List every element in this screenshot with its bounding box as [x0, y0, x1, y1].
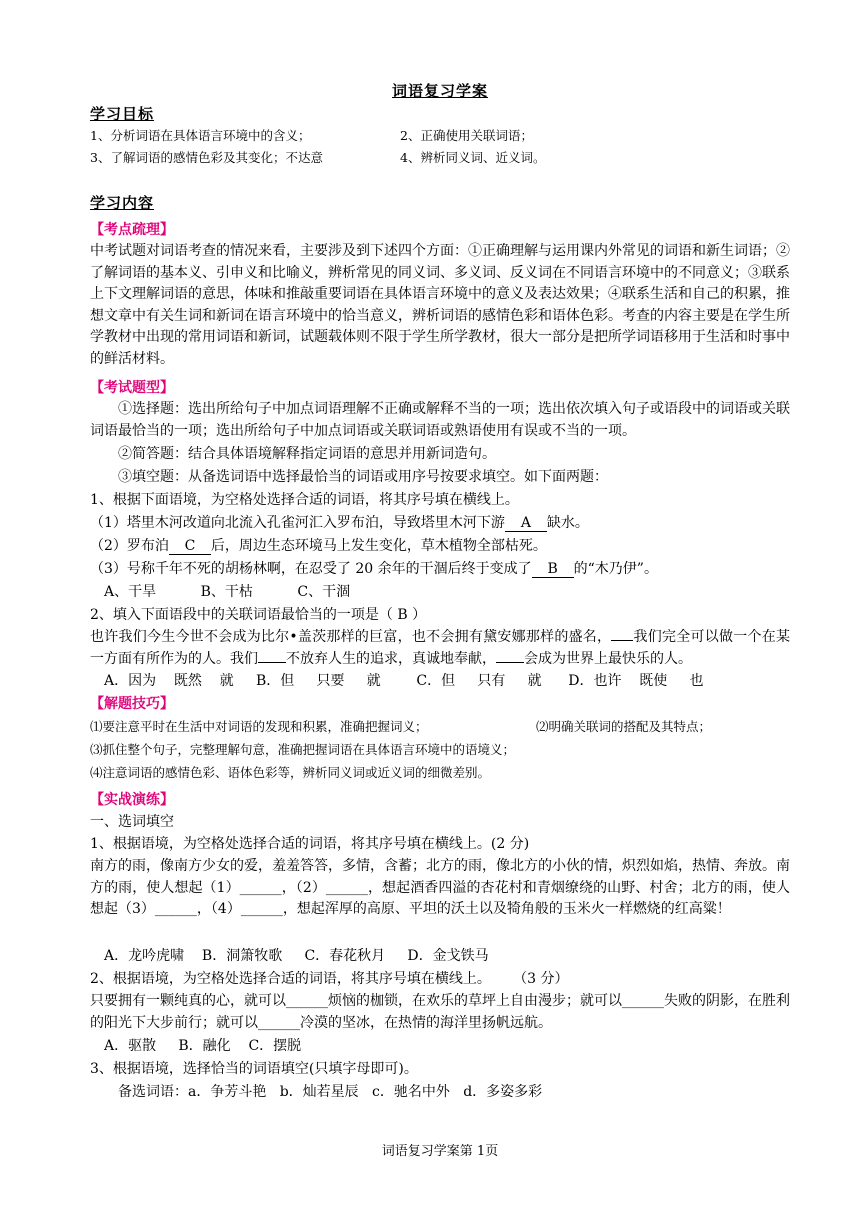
objective-item: 2、正确使用关联词语； [400, 128, 533, 143]
page-footer: 词语复习学案第 1页 [381, 1144, 499, 1159]
example1-sentence-3: （3）号称千年不死的胡杨林啊，在忍受了 20 余年的干涸后终于变成了 B 的“木乃伊”。 [90, 561, 658, 577]
page-title: 词语复习学案 [391, 82, 488, 100]
skill-item: ⑷注意词语的感情色彩、语体色彩等，辨析同义词或近义词的细微差别。 [90, 765, 491, 780]
objective-item: 4、辨析同义词、近义词。 [400, 150, 546, 165]
practice2-options: A．驱散 B．融化 C．摆脱 [104, 1038, 302, 1054]
type-fill-blank: ③填空题：从备选词语中选择最恰当的词语或用序号按要求填空。如下面两题： [118, 469, 608, 485]
objectives-heading: 学习目标 [90, 105, 155, 123]
answer-blank [611, 640, 633, 641]
section-tag-points: 【考点疏理】 [90, 222, 174, 238]
objective-item: 1、分析词语在具体语言环境中的含义； [90, 128, 311, 143]
content-heading: 学习内容 [90, 194, 155, 212]
practice-section-1: 一、选词填空 [90, 814, 174, 830]
example2-options: A．因为 既然 就 B．但 只要 就 C．但 只有 就 D．也许 既使 也 [104, 673, 704, 689]
practice3-question: 3、根据语境，选择恰当的词语填空(只填字母即可)。 [90, 1061, 418, 1077]
example2-question: 2、填入下面语段中的关联词语最恰当的一项是（ B ） [90, 607, 427, 623]
example1-sentence-1: （1）塔里木河改道向北流入孔雀河汇入罗布泊，导致塔里木河下游 A 缺水。 [90, 515, 589, 531]
type-short-answer: ②简答题：结合具体语境解释指定词语的意思并用新词造句。 [118, 446, 496, 462]
type-choice: ①选择题：选出所给句子中加点词语理解不正确或解释不当的一项；选出依次填入句子或语段中的词语或关联词语最恰当的一项；选出所给句子中加点词语或关联词语或熟语使用有误或不当的一项。 [90, 401, 790, 439]
skill-item: ⑴要注意平时在生活中对词语的发现和积累，准确把握词义； [90, 719, 428, 734]
answer-blank [496, 662, 524, 663]
practice2-passage: 只要拥有一颗纯真的心，就可以______烦恼的枷锁，在欢乐的草坪上自由漫步；就可以______失败的阴影，在胜利的阳光下大步前行；就可以______冷漠的坚冰，在热情的海洋里扬帆远航。 [90, 993, 790, 1031]
points-paragraph: 中考试题对词语考查的情况来看，主要涉及到下述四个方面：①正确理解与运用课内外常见的词语和新生词语；②了解词语的基本义、引申义和比喻义，辨析常见的同义词、多义词、反义词在不同语言环境中的不同意义；③联系上下文理解词语的意思，体味和推敲重要词语在具体语言环境中的意义及表达效果；④联系生活和自己的积累，推想文章中有关生词和新词在语言环境中的恰当意义，辨析词语的感情色彩和语体色彩。考查的内容主要是在学生所学教材中出现的常用词语和新词，试题载体则不限于学生所学教材，很大一部分是把所学词语移用于生活和时事中的鲜活材料。 [90, 243, 790, 367]
section-tag-skills: 【解题技巧】 [90, 696, 174, 712]
practice1-options: A．龙吟虎啸 B．洞箫牧歌 C．春花秋月 D．金戈铁马 [104, 948, 489, 964]
section-tag-types: 【考试题型】 [90, 380, 174, 396]
skill-item: ⑶抓住整个句子，完整理解句意，准确把握词语在具体语言环境中的语境义； [90, 742, 516, 757]
practice3-word-bank: 备选词语：a．争芳斗艳 b．灿若星辰 c．驰名中外 d．多姿多彩 [118, 1084, 543, 1100]
answer-blank: C [169, 538, 211, 555]
answer-blank [258, 662, 286, 663]
section-tag-practice: 【实战演练】 [90, 792, 174, 808]
practice2-question: 2、根据语境，为空格处选择合适的词语，将其序号填在横线上。 （3 分） [90, 971, 569, 987]
skill-item: ⑵明确关联词的搭配及其特点； [536, 719, 712, 734]
practice1-question: 1、根据语境，为空格处选择合适的词语，将其序号填在横线上。(2 分) [90, 836, 530, 852]
answer-blank: A [505, 515, 547, 532]
answer-blank: B [532, 561, 574, 578]
example2-passage: 也许我们今生今世不会成为比尔•盖茨那样的巨富，也不会拥有黛安娜那样的盛名， 我们完全可以做一个在某一方面有所作为的人。我们 不放弃人生的追求，真诚地奉献， 会成为世界上最快乐的人。 [90, 629, 791, 667]
example1-sentence-2: （2）罗布泊 C 后，周边生态环境马上发生变化，草木植物全部枯死。 [90, 538, 547, 554]
example1-question: 1、根据下面语境，为空格处选择合适的词语，将其序号填在横线上。 [90, 492, 519, 508]
practice1-passage: 南方的雨，像南方少女的爱，羞羞答答，多情，含蓄；北方的雨，像北方的小伙的情，炽烈如焰，热情、奔放。南方的雨，使人想起（1）______，（2）______，想起酒香四溢的杏花村和青烟缭绕的山野、村舍；北方的雨，使人想起（3）______，（4）______，想起浑厚的高原、平坦的沃土以及犄角般的玉米火一样燃烧的红高粱！ [90, 858, 790, 917]
example1-options: A、干旱 B、干枯 C、干涸 [104, 584, 351, 600]
objective-item: 3、了解词语的感情色彩及其变化；不达意 [90, 150, 323, 165]
